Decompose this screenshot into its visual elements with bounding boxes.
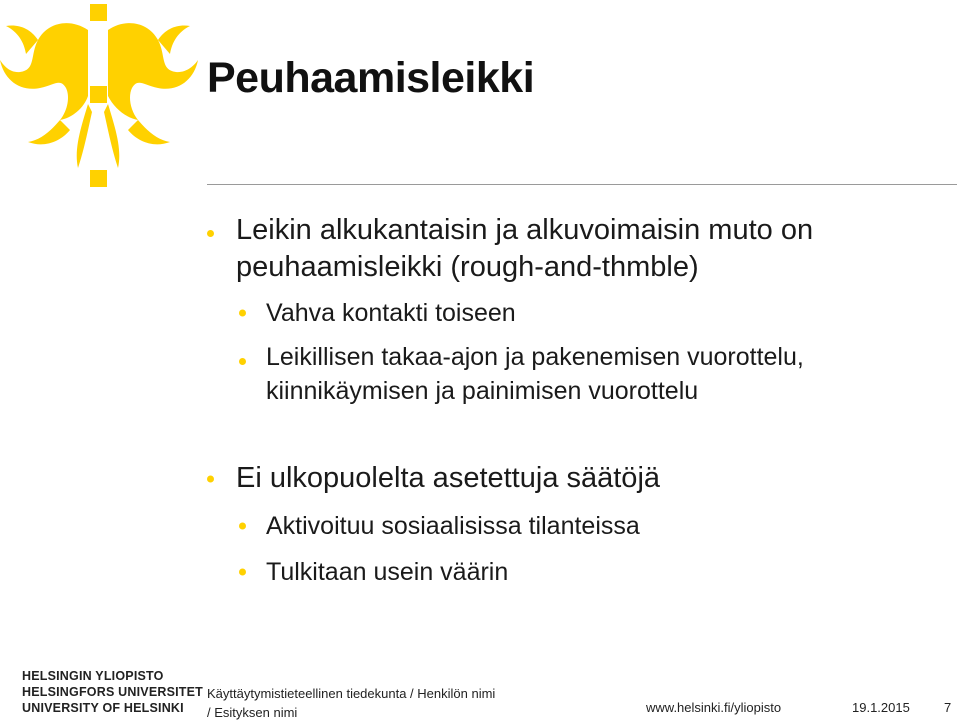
footer-presentation-line: / Esityksen nimi	[207, 705, 298, 720]
university-name-fi: HELSINGIN YLIOPISTO	[22, 669, 164, 683]
university-name-en: UNIVERSITY OF HELSINKI	[22, 701, 184, 715]
bullet-item	[207, 460, 927, 497]
bullet-dot-icon	[239, 523, 246, 530]
bullet-line: Ei ulkopuolelta asetettuja säätöjä	[236, 462, 661, 494]
bullet-item	[207, 509, 927, 543]
bullet-line: Tulkitaan usein väärin	[266, 558, 509, 586]
footer-faculty	[207, 684, 495, 722]
footer-url: www.helsinki.fi/yliopisto	[646, 700, 782, 715]
bullet-item	[207, 555, 927, 589]
footer-faculty-line: Käyttäytymistieteellinen tiedekunta / Henkilön nimi	[207, 686, 496, 701]
university-flame-logo-icon	[0, 0, 200, 190]
bullet-dot-icon	[239, 310, 246, 317]
bullet-dot-icon	[239, 569, 246, 576]
bullet-line: Leikin alkukantaisin ja alkuvoimaisin muto on	[236, 214, 814, 246]
bullet-item	[207, 296, 927, 330]
bullet-line: Vahva kontakti toiseen	[266, 299, 516, 327]
slide-title: Peuhaamisleikki	[207, 54, 535, 102]
bullet-dot-icon	[239, 358, 246, 365]
title-divider	[207, 184, 957, 185]
university-names	[22, 668, 203, 716]
bullet-dot-icon	[207, 475, 214, 482]
bullet-line: kiinnikäymisen ja painimisen vuorottelu	[266, 377, 699, 405]
bullet-item	[207, 212, 927, 286]
footer-date: 19.1.2015	[852, 700, 910, 715]
bullet-item	[207, 340, 927, 408]
bullet-line: Leikillisen takaa-ajon ja pakenemisen vuorottelu,	[266, 343, 804, 371]
bullet-dot-icon	[207, 230, 214, 237]
bullet-list	[207, 212, 927, 589]
university-name-sv: HELSINGFORS UNIVERSITET	[22, 685, 204, 699]
bullet-line: Aktivoituu sosiaalisissa tilanteissa	[266, 512, 640, 540]
page-number: 7	[944, 700, 952, 715]
bullet-line: peuhaamisleikki (rough-and-thmble)	[236, 251, 699, 283]
